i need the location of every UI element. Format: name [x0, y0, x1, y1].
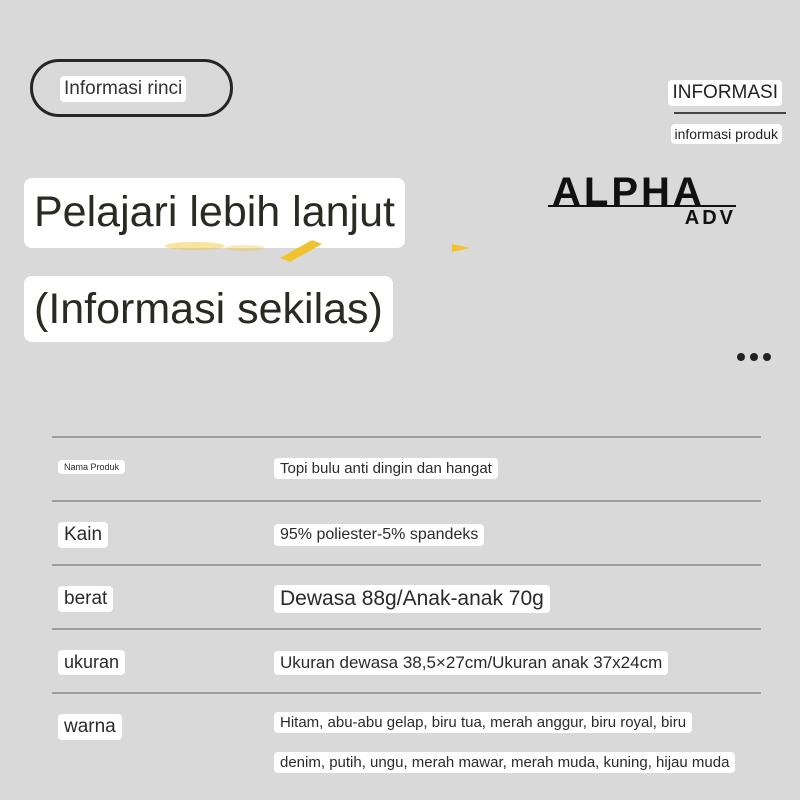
table-row	[52, 436, 761, 502]
spec-label: ukuran	[58, 650, 125, 675]
table-row	[52, 692, 761, 794]
spec-value-continued: denim, putih, ungu, merah mawar, merah muda, kuning, hijau muda	[274, 752, 735, 773]
brand-logo	[548, 172, 740, 232]
spec-value: Dewasa 88g/Anak-anak 70g	[274, 585, 550, 613]
spec-value: Ukuran dewasa 38,5×27cm/Ukuran anak 37x24cm	[274, 651, 668, 675]
more-dots-icon[interactable]	[737, 348, 776, 366]
pill-label: Informasi rinci	[60, 76, 186, 102]
table-row	[52, 564, 761, 630]
spec-value: Topi bulu anti dingin dan hangat	[274, 458, 498, 479]
logo-line2: ADV	[684, 207, 736, 229]
accent-brush-icon	[150, 232, 480, 272]
tag-underline	[674, 112, 786, 114]
info-tag: INFORMASI	[668, 80, 782, 106]
headline-quick-info: (Informasi sekilas)	[24, 276, 393, 342]
spec-label: berat	[58, 586, 113, 612]
spec-label: Kain	[58, 522, 108, 548]
spec-value: Hitam, abu-abu gelap, biru tua, merah anggur, biru royal, biru	[274, 712, 692, 733]
spec-label: Nama Produk	[58, 460, 125, 474]
headline-learn-more: Pelajari lebih lanjut	[24, 178, 405, 248]
detail-info-pill	[30, 59, 233, 117]
spec-value: 95% poliester-5% spandeks	[274, 524, 484, 546]
table-row	[52, 628, 761, 694]
logo-line1: ALPHA	[552, 170, 705, 214]
spec-label: warna	[58, 714, 122, 740]
table-row	[52, 500, 761, 566]
product-info-tag: informasi produk	[671, 124, 783, 144]
